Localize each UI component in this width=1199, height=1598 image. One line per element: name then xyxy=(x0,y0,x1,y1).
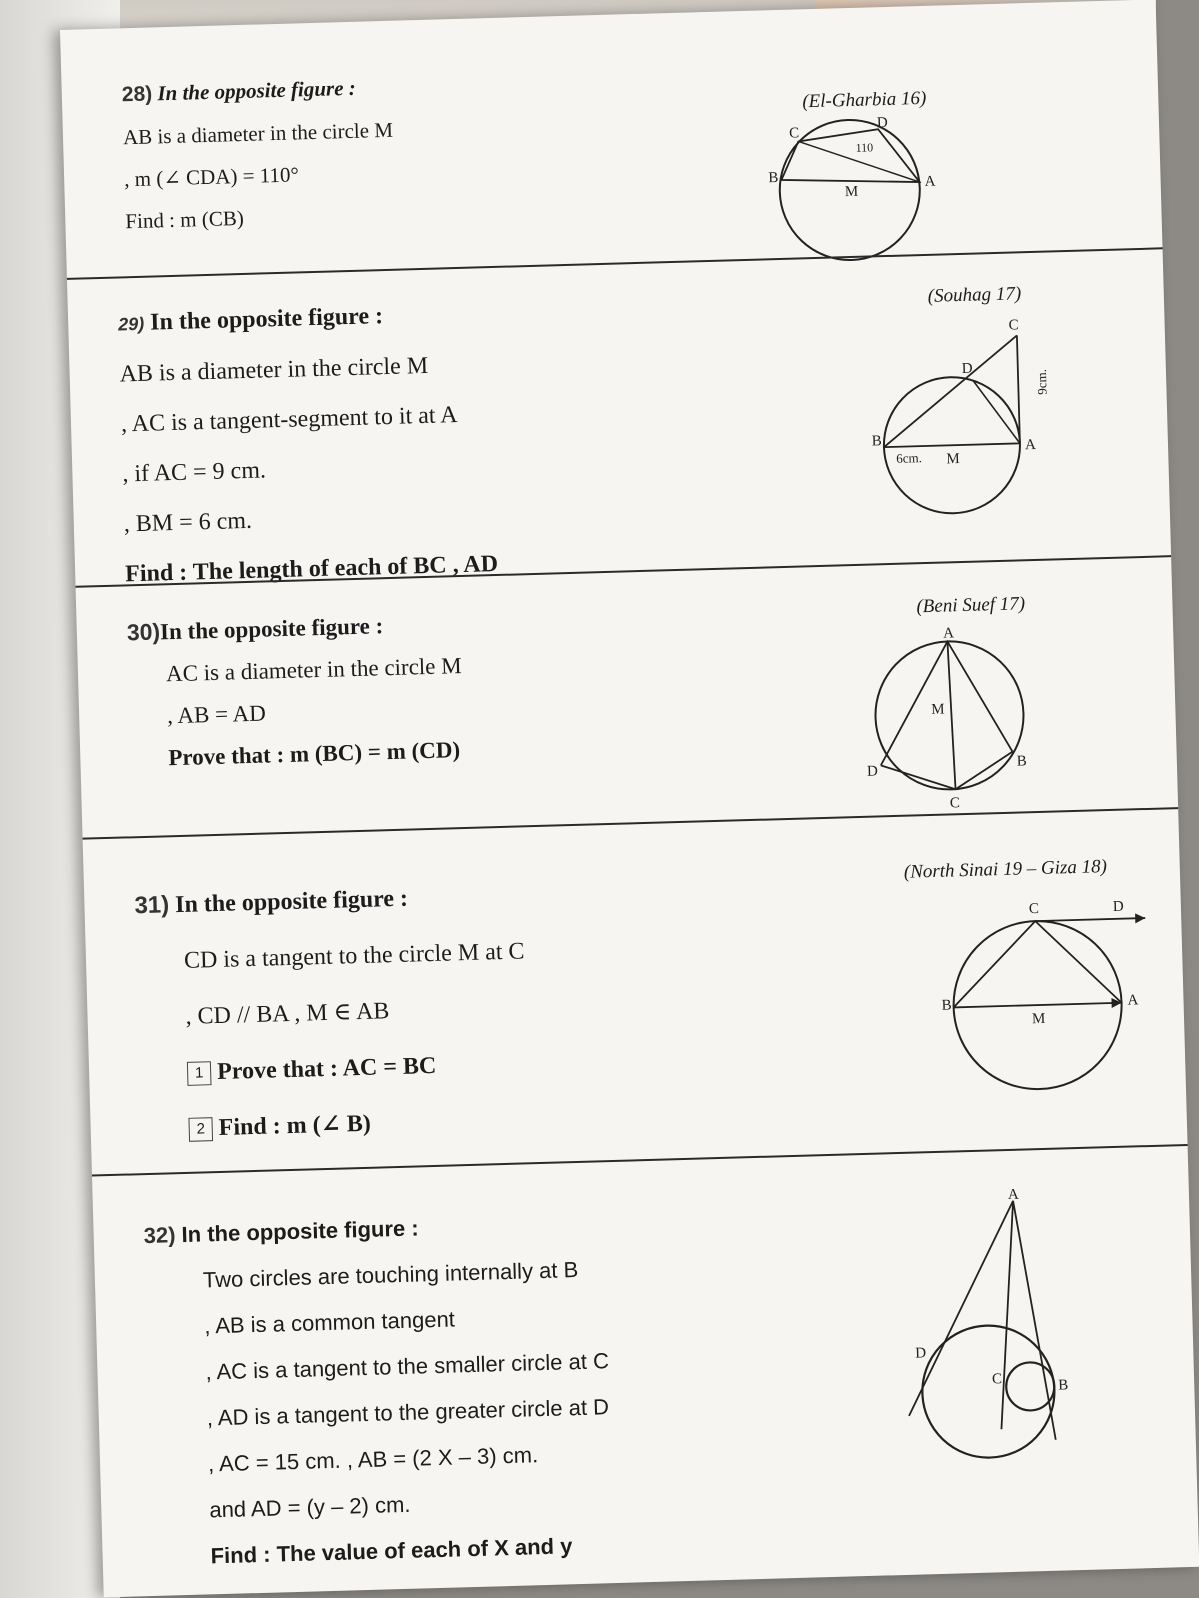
label-b: B xyxy=(871,433,883,450)
problem-line: Two circles are touching internally at B xyxy=(202,1257,579,1293)
problem-28 xyxy=(60,0,1162,275)
problem-title: In the opposite figure : xyxy=(181,1215,419,1248)
problem-28-text xyxy=(121,66,396,242)
problem-line: , AC = 15 cm. , AB = (2 X – 3) cm. xyxy=(207,1442,539,1477)
problem-line: , CD // BA , M ∈ AB xyxy=(185,998,390,1030)
label-d: D xyxy=(1112,898,1124,915)
problem-line: and AD = (y – 2) cm. xyxy=(209,1491,411,1523)
label-a: A xyxy=(924,173,936,190)
problem-28-figure xyxy=(763,115,947,250)
tangent-cd xyxy=(1035,918,1145,921)
diameter-ac xyxy=(947,641,955,789)
label-6cm: 6cm. xyxy=(896,450,923,466)
problem-29-text xyxy=(118,288,499,599)
chords-ad-ab xyxy=(877,640,1012,766)
problem-line: Find : The value of each of X and y xyxy=(210,1533,573,1569)
item-number-box: 2 xyxy=(188,1118,213,1143)
problem-line: Find : m (CB) xyxy=(125,205,245,234)
problem-source: (Souhag 17) xyxy=(927,283,1022,307)
circle xyxy=(873,639,1028,791)
label-m: M xyxy=(931,701,945,718)
label-d: D xyxy=(915,1345,927,1362)
arrow-icon xyxy=(1135,913,1145,923)
item-text: Prove that : AC = BC xyxy=(216,1052,437,1086)
chords-bc-ca xyxy=(951,919,1121,1008)
problem-line: Prove that : m (BC) = m (CD) xyxy=(168,737,461,771)
problem-line: , m (∠ CDA) = 110° xyxy=(123,162,300,192)
problem-29 xyxy=(67,249,1171,588)
label-9cm: 9cm. xyxy=(1033,368,1050,395)
label-d: D xyxy=(866,763,879,780)
problem-line: AB is a diameter in the circle M xyxy=(119,352,429,388)
problem-line: AC is a diameter in the circle M xyxy=(165,653,462,687)
label-angle: 110 xyxy=(855,140,874,155)
item-text: Find : m (∠ B) xyxy=(218,1110,372,1141)
problem-line: Find : The length of each of BC , AD xyxy=(124,550,499,588)
problem-32-figure xyxy=(873,1186,1080,1464)
quadrilateral xyxy=(780,128,919,186)
problem-line: , AC is a tangent-segment to it at A xyxy=(120,402,458,438)
chords-dc-cb xyxy=(881,752,1014,792)
problem-32-text xyxy=(143,1200,615,1581)
problem-line: , if AC = 9 cm. xyxy=(122,457,267,488)
problem-title: In the opposite figure : xyxy=(174,885,409,919)
arrow-icon xyxy=(1111,998,1121,1008)
problem-line: AB is a diameter in the circle M xyxy=(122,117,394,150)
label-m: M xyxy=(1031,1010,1046,1028)
problem-number: 30) xyxy=(126,618,161,646)
diameter-ba xyxy=(954,1003,1122,1008)
greater-circle xyxy=(921,1324,1057,1460)
problem-line: , AD is a tangent to the greater circle at D xyxy=(206,1394,610,1431)
item-number-box: 1 xyxy=(187,1062,212,1087)
problem-30-text xyxy=(126,602,464,780)
diameter-ab xyxy=(884,443,1020,447)
problem-number: 32) xyxy=(143,1222,176,1249)
problem-line: CD is a tangent to the circle M at C xyxy=(183,938,525,974)
problem-31 xyxy=(83,809,1188,1169)
smaller-circle xyxy=(1006,1362,1055,1411)
problem-30-figure xyxy=(857,621,1042,816)
label-m: M xyxy=(844,183,859,201)
worksheet-page xyxy=(60,0,1199,1597)
segment-ad xyxy=(973,379,1020,444)
label-m: M xyxy=(946,451,960,468)
problem-31-text xyxy=(134,867,530,1158)
label-a: A xyxy=(1127,992,1139,1009)
problem-line: , AC is a tangent to the smaller circle at C xyxy=(205,1348,610,1385)
label-c: C xyxy=(1028,901,1040,918)
label-a: A xyxy=(1024,436,1037,454)
problem-source: (Beni Suef 17) xyxy=(916,593,1026,618)
problem-source: (El-Gharbia 16) xyxy=(802,87,927,113)
label-a: A xyxy=(942,625,955,642)
problem-source: (North Sinai 19 – Giza 18) xyxy=(903,856,1108,883)
label-d: D xyxy=(876,114,888,132)
problem-32 xyxy=(92,1146,1199,1596)
tangent-ab xyxy=(1013,1200,1056,1441)
problem-line: , AB is a common tangent xyxy=(203,1306,456,1339)
label-c: C xyxy=(1008,317,1019,334)
label-c: C xyxy=(949,795,961,812)
problem-number: 29) xyxy=(117,313,145,335)
problem-30 xyxy=(76,557,1179,838)
problem-title: In the opposite figure : xyxy=(159,613,384,645)
problem-31-figure xyxy=(941,890,1161,1096)
segment-bc xyxy=(881,335,1020,447)
problem-number: 28) xyxy=(121,82,153,107)
problem-number: 31) xyxy=(134,891,170,920)
label-b: B xyxy=(1058,1377,1069,1394)
label-b: B xyxy=(1016,753,1028,770)
label-b: B xyxy=(768,170,779,187)
label-c: C xyxy=(788,125,800,142)
label-b: B xyxy=(941,997,952,1014)
problem-title: In the opposite figure : xyxy=(149,303,384,336)
label-d: D xyxy=(961,360,973,377)
problem-title: In the opposite figure : xyxy=(157,75,357,106)
problem-line: , BM = 6 cm. xyxy=(123,507,253,538)
label-c: C xyxy=(991,1371,1003,1388)
problem-line: , AB = AD xyxy=(166,700,267,729)
label-a: A xyxy=(1007,1186,1019,1203)
problem-29-figure xyxy=(868,312,1074,518)
